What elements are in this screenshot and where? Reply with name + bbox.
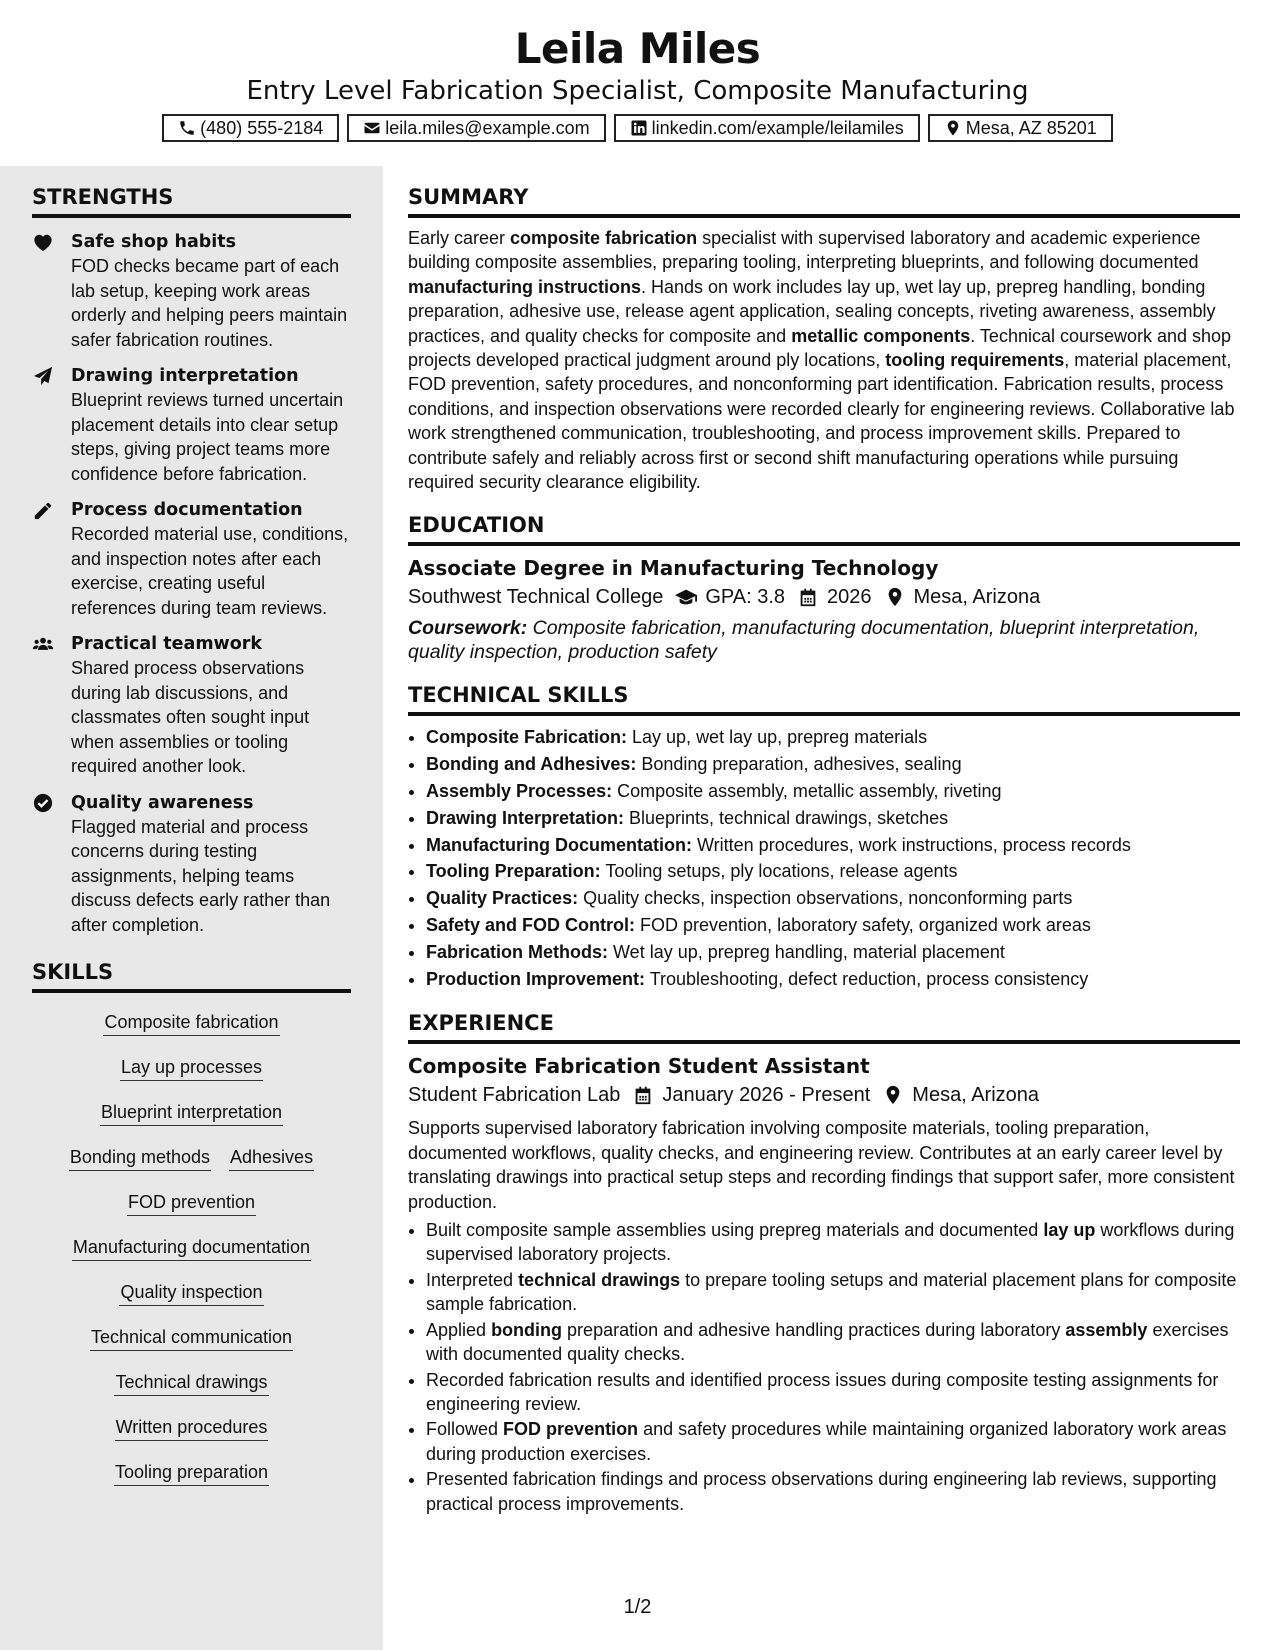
list-item — [426, 1268, 1240, 1317]
candidate-title: Entry Level Fabrication Specialist, Composite Manufacturing — [246, 76, 1029, 106]
bullet-text: Applied — [426, 1319, 492, 1340]
map-marker-icon — [884, 587, 906, 607]
strength-item — [32, 791, 353, 938]
list-item — [426, 751, 1240, 778]
contact-phone[interactable] — [162, 114, 339, 142]
envelope-icon — [363, 119, 381, 137]
bullet-text: Presented fabrication findings and process observations during engineering lab reviews, supporting practical process improvements. — [426, 1469, 1217, 1514]
job-meta — [408, 1080, 1240, 1110]
job-location: Mesa, Arizona — [912, 1084, 1040, 1107]
skill-category: Manufacturing Documentation: — [426, 834, 692, 855]
strength-description: Blueprint reviews turned uncertain placement details into clear setup steps, giving project teams more confidence before fabrication. — [71, 390, 344, 484]
pencil-icon — [32, 500, 54, 520]
experience-heading: EXPERIENCE — [408, 992, 1240, 1044]
sidebar — [0, 166, 383, 1650]
list-item — [426, 912, 1240, 939]
phone-icon — [178, 119, 196, 137]
skill-tag: Adhesives — [229, 1136, 314, 1171]
skills-heading: SKILLS — [32, 941, 351, 993]
contact-phone-text: (480) 555-2184 — [200, 117, 324, 138]
skill-values: FOD prevention, laboratory safety, organized work areas — [635, 915, 1091, 936]
calendar-icon — [797, 587, 819, 607]
skill-tag: Technical communication — [90, 1316, 293, 1351]
list-item — [426, 1368, 1240, 1417]
strength-title: Safe shop habits — [71, 232, 237, 252]
skill-values: Written procedures, work instructions, process records — [692, 834, 1131, 855]
skill-category: Drawing Interpretation: — [426, 807, 625, 828]
summary-keyword: composite fabrication — [510, 228, 698, 248]
skill-tag: Quality inspection — [119, 1271, 263, 1306]
strength-item — [32, 230, 353, 352]
bullet-keyword: technical drawings — [518, 1269, 681, 1290]
strength-title: Drawing interpretation — [71, 366, 299, 386]
summary-text: . Hands on work includes lay up, wet lay up, prepreg handling, bonding preparation, adhesive use, release agent application, sealing concepts, riveting awareness, assembly practices, and quality checks for composite and — [408, 276, 1216, 346]
school-location: Mesa, Arizona — [913, 586, 1041, 609]
list-item — [426, 858, 1240, 885]
contact-location-text: Mesa, AZ 85201 — [965, 117, 1097, 138]
list-item — [426, 778, 1240, 805]
summary-keyword: metallic components — [791, 325, 971, 346]
map-marker-icon — [882, 1085, 904, 1105]
gpa: GPA: 3.8 — [705, 586, 786, 609]
list-item — [426, 966, 1240, 993]
job-dates: January 2026 - Present — [662, 1084, 871, 1107]
skill-tag: Tooling preparation — [114, 1451, 269, 1486]
bullet-keyword: lay up — [1043, 1220, 1096, 1241]
skill-category: Quality Practices: — [426, 888, 579, 909]
summary-paragraph — [408, 226, 1240, 494]
list-item — [426, 724, 1240, 751]
skill-category: Bonding and Adhesives: — [426, 754, 637, 775]
contact-linkedin-text: linkedin.com/example/leilamiles — [651, 117, 904, 138]
skills-list — [32, 1001, 351, 1496]
bullet-text: exercises with documented quality checks. — [426, 1319, 1229, 1365]
main-content — [408, 166, 1240, 1517]
contact-email[interactable] — [347, 114, 605, 142]
skill-tag: Manufacturing documentation — [72, 1226, 311, 1261]
resume-header — [0, 0, 1275, 166]
job-title: Composite Fabrication Student Assistant — [408, 1054, 870, 1079]
skill-category: Safety and FOD Control: — [426, 915, 636, 936]
education-heading: EDUCATION — [408, 494, 1240, 546]
job-description: Supports supervised laboratory fabrication involving composite materials, tooling preparation, documented workflows, quality checks, and engineering review. Contributes at an early career level by translating drawings into practical setup steps and recording findings that support safer, more consistent production. — [408, 1118, 1235, 1212]
skill-category: Production Improvement: — [426, 968, 646, 989]
contact-location — [928, 114, 1113, 142]
bullet-text: Built composite sample assemblies using prepreg materials and documented — [426, 1220, 1044, 1241]
summary-text: specialist with supervised laboratory and academic experience building composite assemblies, preparing tooling, interpreting blueprints, and following documented — [408, 228, 1201, 273]
technical-skills-heading: TECHNICAL SKILLS — [408, 664, 1240, 716]
list-item — [426, 885, 1240, 912]
graduation-cap-icon — [675, 587, 697, 607]
skill-values: Wet lay up, prepreg handling, material placement — [608, 941, 1005, 962]
linkedin-icon — [630, 119, 648, 137]
skill-tag: Blueprint interpretation — [100, 1091, 283, 1126]
degree-title: Associate Degree in Manufacturing Technology — [408, 556, 939, 581]
skill-tag: FOD prevention — [127, 1181, 256, 1216]
list-item — [426, 939, 1240, 966]
skill-tag: Composite fabrication — [103, 1001, 279, 1036]
strength-description: Recorded material use, conditions, and inspection notes after each exercise, creating useful references during team reviews. — [71, 524, 349, 618]
summary-text: . Technical coursework and shop projects developed practical judgment around ply locations, — [408, 325, 1232, 371]
skill-values: Troubleshooting, defect reduction, process consistency — [645, 968, 1089, 989]
summary-keyword: manufacturing instructions — [408, 276, 642, 297]
list-item — [426, 805, 1240, 832]
paper-plane-icon — [32, 366, 54, 386]
strength-description: Flagged material and process concerns during testing assignments, helping teams discuss defects early rather than after completion. — [71, 816, 331, 935]
calendar-icon — [632, 1085, 654, 1105]
strength-description: Shared process observations during lab discussions, and classmates often sought input when assemblies or tooling required another look. — [71, 658, 310, 776]
summary-keyword: tooling requirements — [885, 350, 1065, 371]
bullet-text: workflows during supervised laboratory projects. — [426, 1220, 1235, 1265]
skill-values: Tooling setups, ply locations, release agents — [600, 861, 958, 882]
education-meta — [408, 582, 1240, 612]
contact-email-text: leila.miles@example.com — [385, 117, 590, 138]
strength-title: Process documentation — [71, 500, 303, 520]
strength-item — [32, 632, 353, 779]
bullet-keyword: bonding — [491, 1319, 563, 1340]
summary-text: Early career — [408, 228, 511, 248]
technical-skills-list — [408, 724, 1240, 992]
strength-title: Practical teamwork — [71, 634, 263, 654]
bullet-text: and safety procedures while maintaining organized laboratory work areas during production exercises. — [426, 1419, 1227, 1464]
strengths-heading: STRENGTHS — [32, 166, 351, 218]
skill-values: Blueprints, technical drawings, sketches — [624, 807, 949, 828]
list-item — [426, 1417, 1240, 1466]
school-name: Southwest Technical College — [408, 586, 664, 609]
skill-tag: Lay up processes — [120, 1046, 263, 1081]
coursework — [408, 616, 1240, 664]
coursework-label: Coursework: — [408, 617, 528, 640]
job-bullets — [408, 1218, 1240, 1516]
strength-title: Quality awareness — [71, 792, 254, 813]
skill-values: Lay up, wet lay up, prepreg materials — [627, 727, 928, 748]
summary-heading: SUMMARY — [408, 166, 1240, 218]
check-circle-icon — [32, 793, 54, 813]
skill-category: Fabrication Methods: — [426, 941, 609, 962]
skill-values: Composite assembly, metallic assembly, riveting — [612, 781, 1002, 802]
bullet-text: to prepare tooling setups and material placement plans for composite sample fabrication. — [426, 1269, 1237, 1315]
list-item — [426, 832, 1240, 859]
bullet-keyword: FOD prevention — [503, 1419, 639, 1440]
list-item — [426, 1467, 1240, 1516]
bullet-text: Followed — [426, 1419, 504, 1440]
graduation-year: 2026 — [827, 586, 872, 609]
list-item — [426, 1318, 1240, 1367]
strength-item — [32, 498, 353, 620]
bullet-text: Recorded fabrication results and identified process issues during composite testing assignments for engineering review. — [426, 1369, 1219, 1414]
heart-icon — [32, 232, 54, 252]
skill-tag: Technical drawings — [114, 1361, 268, 1396]
page-number: 1/2 — [623, 1596, 652, 1618]
skill-category: Tooling Preparation: — [426, 861, 601, 882]
bullet-keyword: assembly — [1065, 1319, 1148, 1340]
skill-tag: Written procedures — [115, 1406, 269, 1441]
skill-values: Bonding preparation, adhesives, sealing — [636, 754, 962, 775]
users-icon — [32, 634, 54, 654]
skill-tag: Bonding methods — [69, 1136, 211, 1171]
candidate-name: Leila Miles — [514, 24, 761, 73]
contact-linkedin[interactable] — [614, 114, 920, 142]
summary-text: , material placement, FOD prevention, safety procedures, and nonconforming part identification. Fabrication results, process conditions, and inspection observations were recorded clearly for engineering reviews. Collaborative lab work strengthened communication, troubleshooting, and process improvement skills. Prepared to contribute safely and reliably across first or second shift manufacturing operations while pursuing required security clearance eligibility. — [408, 350, 1235, 493]
skill-category: Composite Fabrication: — [426, 727, 628, 748]
coursework-list: Composite fabrication, manufacturing documentation, blueprint interpretation, quality inspection, production safety — [408, 617, 1200, 664]
employer: Student Fabrication Lab — [408, 1084, 621, 1107]
contact-bar — [0, 114, 1275, 142]
strength-item — [32, 364, 353, 486]
strength-description: FOD checks became part of each lab setup, keeping work areas orderly and helping peers maintain safer fabrication routines. — [71, 256, 348, 350]
map-marker-icon — [944, 119, 962, 137]
skill-category: Assembly Processes: — [426, 781, 613, 802]
list-item — [426, 1218, 1240, 1267]
skill-values: Quality checks, inspection observations, nonconforming parts — [578, 888, 1073, 909]
bullet-text: Interpreted — [426, 1269, 519, 1290]
bullet-text: preparation and adhesive handling practices during laboratory — [562, 1319, 1066, 1340]
